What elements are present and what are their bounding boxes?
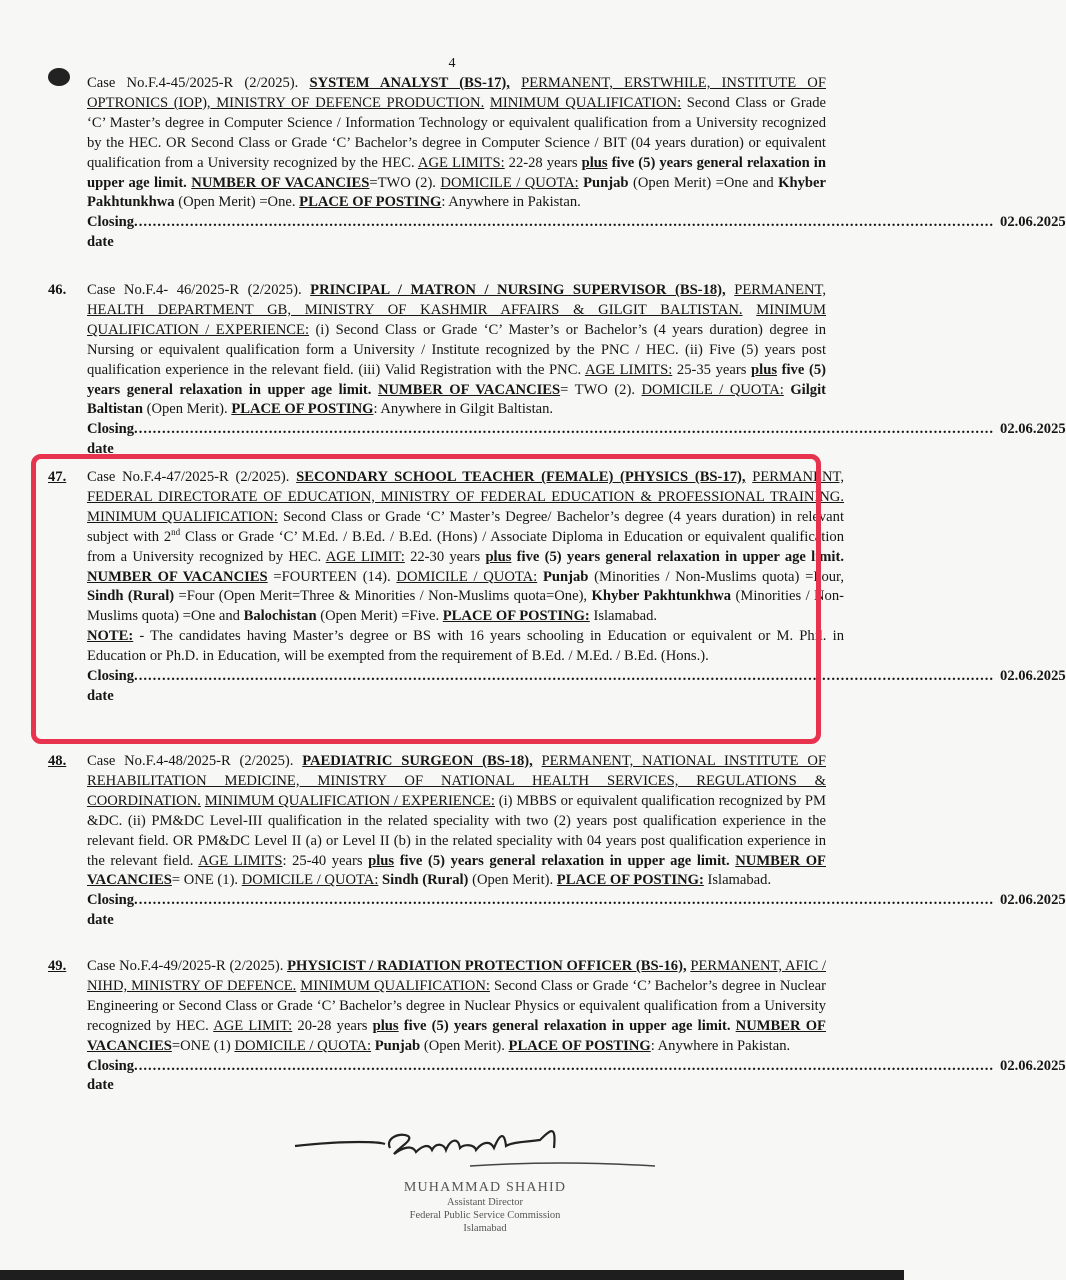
closing-label: Closing date bbox=[87, 892, 135, 929]
closing-date: 02.06.2025 bbox=[1000, 214, 1066, 231]
closing-label: Closing date bbox=[87, 668, 135, 704]
closing-date-row bbox=[87, 667, 1066, 707]
signatory-name: MUHAMMAD SHAHID bbox=[403, 1180, 567, 1195]
domicile-text: (Open Merit). bbox=[423, 1037, 505, 1054]
post-title: SYSTEM ANALYST (BS-17), bbox=[309, 75, 510, 91]
note-text: - The candidates having Master’s degree or BS with 16 years schooling in Education or equivalent or M. Phil. in Education or Ph.D. in Education, will be exempted from the requirement of B.Ed. / M.Ed. / B.Ed. (Hons.). bbox=[87, 628, 844, 665]
signatory-block bbox=[300, 1180, 670, 1235]
domicile-text: (Open Merit) =One and bbox=[633, 174, 774, 191]
closing-date-row bbox=[87, 420, 1066, 458]
posting-text: : Anywhere in Pakistan. bbox=[650, 1037, 791, 1054]
vacancies-label: NUMBER OF VACANCIES bbox=[87, 568, 268, 585]
entry-body bbox=[87, 74, 826, 213]
plus-word: plus bbox=[485, 548, 512, 565]
domicile-text: (Minorities / Non-Muslims quota) =One and bbox=[87, 588, 845, 625]
post-title: PRINCIPAL / MATRON / NURSING SUPERVISOR (BS-18), bbox=[310, 282, 726, 298]
relaxation-text: five (5) years general relaxation in upper age limit. bbox=[87, 361, 826, 398]
note-label: NOTE: bbox=[87, 628, 134, 645]
case-entry-47 bbox=[44, 468, 1066, 707]
post-title: PAEDIATRIC SURGEON (BS-18), bbox=[302, 753, 533, 769]
posting-label: PLACE OF POSTING bbox=[299, 194, 442, 211]
domicile-province: Punjab bbox=[374, 1037, 421, 1054]
qualification-text: (i) MBBS or equivalent qualification recognized by PM &DC. (ii) PM&DC Level-III qualification in the related speciality with two (2) years post qualification experience in the relevant field. OR PM&DC Level II (a) or Level II (b) in the related speciality with 04 years post qualification experience in the relevant field. bbox=[87, 792, 827, 869]
department: PERMANENT, NATIONAL INSTITUTE OF REHABILITATION MEDICINE, MINISTRY OF NATIONAL HEALTH SERVICES, REGULATIONS & COORDINATION. bbox=[87, 753, 826, 809]
age-text: 25-35 years bbox=[676, 361, 747, 378]
closing-label: Closing date bbox=[87, 421, 135, 458]
case-number: Case No.F.4-48/2025-R (2/2025). bbox=[87, 753, 294, 769]
leader-dots: ......................................................................................................................................................................................... bbox=[134, 1057, 995, 1074]
plus-word: plus bbox=[751, 361, 777, 378]
domicile-text: (Open Merit) =One. bbox=[178, 194, 296, 211]
domicile-text: (Open Merit). bbox=[146, 401, 228, 418]
domicile-text: (Minorities / Non-Muslims quota) =Four, bbox=[594, 568, 844, 585]
highlighted-region bbox=[44, 468, 1066, 738]
leader-dots: ......................................................................................................................................................................................... bbox=[134, 214, 995, 231]
domicile-text: (Open Merit) =Five. bbox=[320, 608, 440, 625]
signatory-city: Islamabad bbox=[463, 1223, 507, 1234]
qualification-label: MINIMUM QUALIFICATION / EXPERIENCE: bbox=[87, 301, 826, 338]
page-number: 4 bbox=[448, 56, 456, 71]
domicile-province: Balochistan bbox=[243, 608, 317, 625]
domicile-label: DOMICILE / QUOTA: bbox=[234, 1037, 372, 1054]
case-number: Case No.F.4-49/2025-R (2/2025). bbox=[87, 958, 284, 974]
entry-number: 46. bbox=[48, 282, 67, 298]
posting-text: Islamabad. bbox=[593, 608, 658, 625]
posting-label: PLACE OF POSTING: bbox=[556, 872, 704, 889]
entry-body bbox=[87, 752, 826, 891]
case-entry-49 bbox=[44, 957, 1066, 1096]
post-title: SECONDARY SCHOOL TEACHER (FEMALE) (PHYSICS (BS-17), bbox=[296, 469, 746, 485]
leader-dots: ......................................................................................................................................................................................... bbox=[134, 421, 995, 438]
age-label: AGE LIMIT: bbox=[213, 1017, 293, 1034]
qualification-text: (i) Second Class or Grade ‘C’ Master’s or Bachelor’s (4 years duration) degree in Nursing or equivalent qualification form a University / Institute recognized by the PNC / HEC. (ii) Five (5) years post qualification experience in the relevant field. (iii) Valid Registration with the PNC. bbox=[87, 321, 826, 378]
domicile-province: Punjab bbox=[542, 568, 589, 585]
domicile-label: DOMICILE / QUOTA: bbox=[396, 568, 538, 585]
qualification-text: Second Class or Grade ‘C’ Master’s Degree/ Bachelor’s degree (4 years duration) in relevant subject with 2 bbox=[87, 508, 844, 545]
superscript: nd bbox=[171, 526, 181, 537]
domicile-province: Sindh (Rural) bbox=[87, 588, 175, 605]
qualification-text: Second Class or Grade ‘C’ Bachelor’s degree in Nuclear Engineering or Second Class or Grade ‘C’ Bachelor’s degree in Nuclear Physics or equivalent qualification from a University recognized by HEC. bbox=[87, 977, 826, 1034]
vacancies-text: =ONE (1) bbox=[171, 1037, 231, 1054]
relaxation-text: five (5) years general relaxation in upper age limit. bbox=[516, 548, 844, 565]
entry-body bbox=[87, 281, 826, 420]
closing-label: Closing date bbox=[87, 214, 135, 251]
case-entry-48 bbox=[44, 752, 1066, 931]
posting-text: : Anywhere in Pakistan. bbox=[441, 194, 581, 211]
closing-label: Closing date bbox=[87, 1057, 135, 1094]
plus-word: plus bbox=[368, 852, 395, 869]
domicile-province: Sindh (Rural) bbox=[382, 872, 469, 889]
domicile-label: DOMICILE / QUOTA: bbox=[241, 872, 379, 889]
vacancies-text: =FOURTEEN (14). bbox=[273, 568, 391, 585]
closing-date-row bbox=[87, 1057, 1066, 1097]
department: PERMANENT, ERSTWHILE, INSTITUTE OF OPTRONICS (IOP), MINISTRY OF DEFENCE PRODUCTION. bbox=[87, 75, 826, 111]
qualification-label: MINIMUM QUALIFICATION: bbox=[87, 508, 278, 525]
closing-date: 02.06.2025 bbox=[1000, 1057, 1066, 1074]
qualification-label: MINIMUM QUALIFICATION / EXPERIENCE: bbox=[204, 792, 495, 809]
age-text: 22-30 years bbox=[410, 548, 481, 565]
vacancies-label: NUMBER OF VACANCIES bbox=[377, 381, 561, 398]
age-text: : 25-40 years bbox=[282, 852, 363, 869]
relaxation-text: five (5) years general relaxation in upper age limit. bbox=[403, 1017, 731, 1034]
closing-date: 02.06.2025 bbox=[1000, 668, 1066, 685]
age-label: AGE LIMIT: bbox=[325, 548, 405, 565]
vacancies-label: NUMBER OF VACANCIES bbox=[87, 852, 826, 889]
domicile-province: Khyber Pakhtunkhwa bbox=[591, 588, 732, 605]
qualification-label: MINIMUM QUALIFICATION: bbox=[489, 94, 682, 111]
posting-text: : Anywhere in Gilgit Baltistan. bbox=[373, 401, 554, 418]
plus-word: plus bbox=[581, 154, 608, 171]
case-number: Case No.F.4-47/2025-R (2/2025). bbox=[87, 469, 290, 485]
leader-dots: ......................................................................................................................................................................................... bbox=[134, 668, 995, 685]
case-number: Case No.F.4- 46/2025-R (2/2025). bbox=[87, 282, 302, 298]
qualification-text: Second Class or Grade ‘C’ Master’s degree in Computer Science / Information Technology or equivalent qualification from a University recognized by the HEC. OR Second Class or Grade ‘C’ Bachelor’s degree in Computer Science / BIT (04 years duration) or equivalent qualification from a University recognized by the HEC. bbox=[87, 94, 827, 171]
department: PERMANENT, FEDERAL DIRECTORATE OF EDUCATION, MINISTRY OF FEDERAL EDUCATION & PROFESSIONAL TRAINING. bbox=[87, 469, 844, 505]
case-entry-45 bbox=[44, 74, 1066, 253]
closing-date: 02.06.2025 bbox=[1000, 421, 1066, 438]
closing-date-row bbox=[87, 213, 1066, 253]
post-title: PHYSICIST / RADIATION PROTECTION OFFICER (BS-16), bbox=[287, 958, 687, 974]
domicile-province: Khyber Pakhtunkhwa bbox=[87, 174, 826, 211]
qualification-text: Class or Grade ‘C’ M.Ed. / B.Ed. / B.Ed. (Hons) / Associate Diploma in Education or equivalent qualification from a University recognized by HEC. bbox=[87, 528, 844, 565]
qualification-label: MINIMUM QUALIFICATION: bbox=[300, 977, 490, 994]
relaxation-text: five (5) years general relaxation in upper age limit. bbox=[87, 154, 826, 191]
signatory-org: Federal Public Service Commission bbox=[409, 1210, 561, 1221]
vacancies-label: NUMBER OF VACANCIES bbox=[191, 174, 370, 191]
vacancies-text: = TWO (2). bbox=[560, 381, 635, 398]
closing-date-row bbox=[87, 891, 1066, 931]
age-label: AGE LIMITS: bbox=[584, 361, 673, 378]
age-label: AGE LIMITS: bbox=[417, 154, 505, 171]
age-text: 20-28 years bbox=[297, 1017, 368, 1034]
vacancies-text: = ONE (1). bbox=[171, 872, 239, 889]
posting-text: Islamabad. bbox=[707, 872, 772, 889]
bottom-edge bbox=[0, 1270, 904, 1280]
signatory-title: Assistant Director bbox=[446, 1197, 524, 1208]
domicile-province: Punjab bbox=[583, 174, 629, 191]
leader-dots: ......................................................................................................................................................................................... bbox=[134, 892, 995, 909]
relaxation-text: five (5) years general relaxation in upper age limit. bbox=[399, 852, 730, 869]
entry-body bbox=[87, 468, 844, 667]
closing-date: 02.06.2025 bbox=[1000, 892, 1066, 909]
domicile-label: DOMICILE / QUOTA: bbox=[440, 174, 579, 191]
entry-number: 49. bbox=[48, 958, 67, 974]
case-number: Case No.F.4-45/2025-R (2/2025). bbox=[87, 75, 299, 91]
domicile-label: DOMICILE / QUOTA: bbox=[641, 381, 784, 398]
vacancies-text: =TWO (2). bbox=[369, 174, 436, 191]
domicile-province: Gilgit Baltistan bbox=[87, 381, 827, 418]
posting-label: PLACE OF POSTING bbox=[508, 1037, 651, 1054]
plus-word: plus bbox=[372, 1017, 399, 1034]
age-label: AGE LIMITS bbox=[198, 852, 283, 869]
posting-label: PLACE OF POSTING: bbox=[442, 608, 590, 625]
domicile-text: =Four (Open Merit=Three & Minorities / Non-Muslims quota=One), bbox=[178, 588, 588, 605]
posting-label: PLACE OF POSTING bbox=[231, 401, 374, 418]
department: PERMANENT, HEALTH DEPARTMENT GB, MINISTRY OF KASHMIR AFFAIRS & GILGIT BALTISTAN. bbox=[87, 282, 827, 318]
entry-body bbox=[87, 957, 826, 1057]
department: PERMANENT, AFIC / NIHD, MINISTRY OF DEFENCE. bbox=[87, 958, 826, 994]
entry-number: 48. bbox=[48, 753, 67, 769]
age-text: 22-28 years bbox=[508, 154, 578, 171]
vacancies-label: NUMBER OF VACANCIES bbox=[87, 1017, 826, 1054]
case-entry-46 bbox=[44, 281, 1066, 458]
entry-number: 47. bbox=[48, 469, 67, 485]
domicile-text: (Open Merit). bbox=[472, 872, 554, 889]
